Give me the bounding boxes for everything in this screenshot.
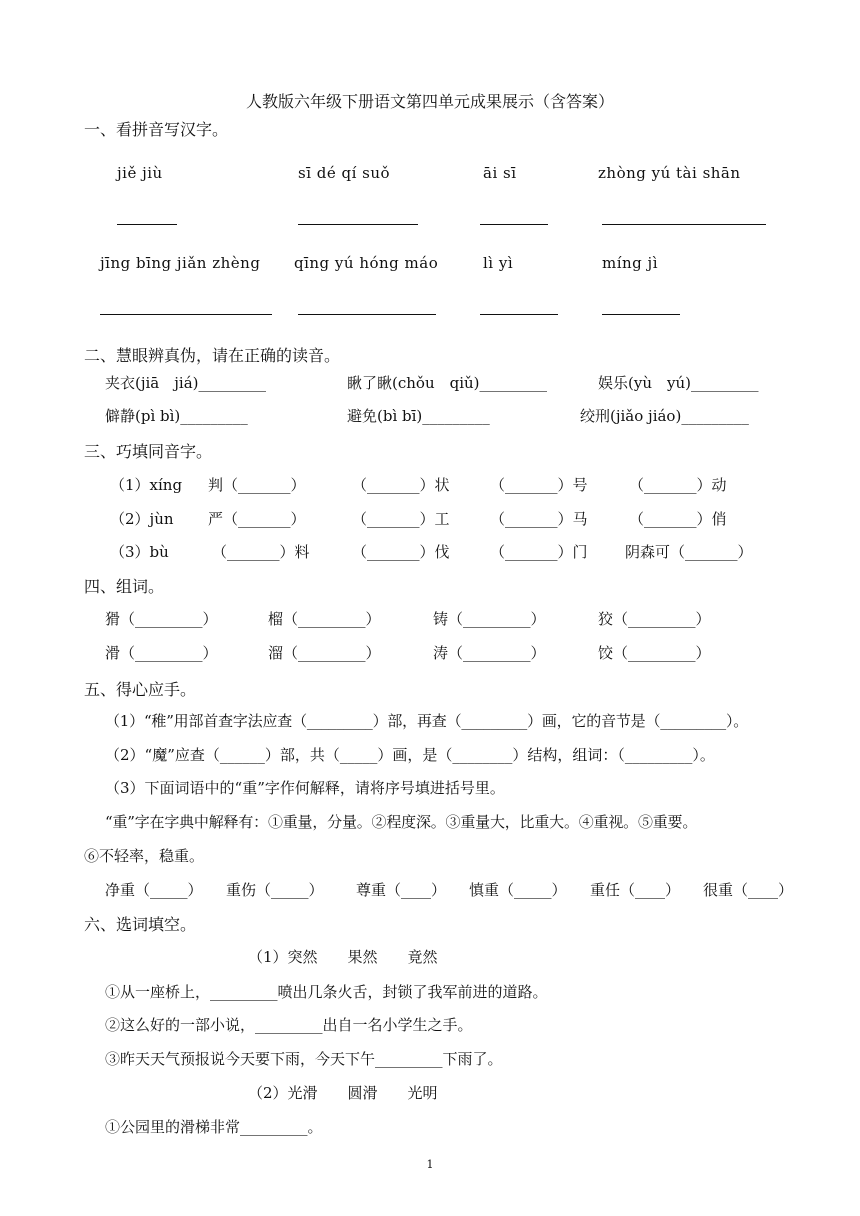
fill-sentence: ②这么好的一部小说，_________出自一名小学生之手。 [105, 1016, 473, 1034]
reading-item: 娱乐(yù yú)_________ [598, 374, 759, 392]
homophone-label: （3）bù [110, 543, 169, 561]
word-blank: 榴（_________） [268, 610, 381, 628]
homophone-label: （1）xíng [110, 476, 183, 494]
section3-heading: 三、巧填同音字。 [84, 442, 213, 461]
homophone-blank: （_______）料 [212, 543, 310, 561]
reading-item: 僻静(pì bì)_________ [105, 407, 248, 425]
word-blank: 滑（_________） [105, 644, 218, 662]
fill-sentence: ①公园里的滑梯非常_________。 [105, 1118, 323, 1136]
reading-item: 瞅了瞅(chǒu qiǔ)_________ [347, 374, 548, 392]
word-blank: 狡（_________） [598, 610, 711, 628]
meaning-blank: 净重（_____） [105, 881, 203, 899]
answer-line[interactable] [480, 224, 548, 225]
meaning-blank: 重任（____） [590, 881, 681, 899]
homophone-blank: （_______）工 [352, 510, 450, 528]
pinyin-item: jiě jiù [117, 164, 163, 182]
section2-heading: 二、慧眼辨真伪，请在正确的读音。 [84, 346, 341, 365]
fill-sentence: ①从一座桥上，_________喷出几条火舌，封锁了我军前进的道路。 [105, 983, 548, 1001]
reading-item: 绞刑(jiǎo jiáo)_________ [580, 407, 749, 425]
section4-heading: 四、组词。 [84, 577, 165, 596]
page-number: 1 [426, 1158, 434, 1171]
meaning-blank: 很重（____） [703, 881, 794, 899]
homophone-blank: （_______）号 [490, 476, 588, 494]
section6-heading: 六、选词填空。 [84, 915, 197, 934]
word-choice-group: （2）光滑 圆滑 光明 [248, 1084, 438, 1102]
word-choice-group: （1）突然 果然 竟然 [248, 948, 438, 966]
word-blank: 猾（_________） [105, 610, 218, 628]
answer-line[interactable] [602, 224, 766, 225]
section5-heading: 五、得心应手。 [84, 680, 197, 699]
meaning-blank: 重伤（_____） [226, 881, 324, 899]
answer-line[interactable] [117, 224, 177, 225]
pinyin-item: sī dé qí suǒ [298, 164, 391, 182]
homophone-blank: （_______）门 [490, 543, 588, 561]
reading-item: 夹衣(jiā jiá)_________ [105, 374, 266, 392]
section1-heading: 一、看拼音写汉字。 [84, 120, 229, 139]
answer-line[interactable] [480, 314, 558, 315]
pinyin-item: lì yì [483, 254, 514, 272]
answer-line[interactable] [298, 314, 436, 315]
homophone-blank: （_______）俏 [629, 510, 727, 528]
question-line: （1）“稚”用部首查字法应查（_________）部，再查（_________）画，它的音节是（_________）。 [105, 712, 749, 730]
homophone-blank: （_______）动 [629, 476, 727, 494]
question-line: ⑥不轻率，稳重。 [84, 847, 205, 865]
question-line: （2）“魔”应查（______）部，共（_____）画，是（________）结构，组词：（_________）。 [105, 746, 715, 764]
pinyin-item: qīng yú hóng máo [294, 254, 439, 272]
homophone-blank: （_______）状 [352, 476, 450, 494]
answer-line[interactable] [100, 314, 272, 315]
pinyin-item: míng jì [602, 254, 658, 272]
answer-line[interactable] [298, 224, 418, 225]
question-line: “重”字在字典中解释有：①重量，分量。②程度深。③重量大，比重大。④重视。⑤重要。 [105, 813, 698, 831]
word-blank: 饺（_________） [598, 644, 711, 662]
meaning-blank: 尊重（____） [356, 881, 447, 899]
page-title: 人教版六年级下册语文第四单元成果展示（含答案） [245, 92, 614, 111]
word-blank: 铸（_________） [433, 610, 546, 628]
homophone-blank: （_______）马 [490, 510, 588, 528]
meaning-blank: 慎重（_____） [469, 881, 567, 899]
homophone-blank: 严（_______） [208, 510, 306, 528]
pinyin-item: jīng bīng jiǎn zhèng [100, 254, 261, 272]
fill-sentence: ③昨天天气预报说今天要下雨，今天下午_________下雨了。 [105, 1050, 503, 1068]
homophone-blank: 阴森可（_______） [625, 543, 753, 561]
reading-item: 避免(bì bī)_________ [347, 407, 490, 425]
question-line: （3）下面词语中的“重”字作何解释，请将序号填进括号里。 [105, 779, 505, 797]
pinyin-item: āi sī [483, 164, 517, 182]
homophone-blank: 判（_______） [208, 476, 306, 494]
homophone-label: （2）jùn [110, 510, 174, 528]
answer-line[interactable] [602, 314, 680, 315]
word-blank: 涛（_________） [433, 644, 546, 662]
homophone-blank: （_______）伐 [352, 543, 450, 561]
pinyin-item: zhòng yú tài shān [598, 164, 741, 182]
word-blank: 溜（_________） [268, 644, 381, 662]
